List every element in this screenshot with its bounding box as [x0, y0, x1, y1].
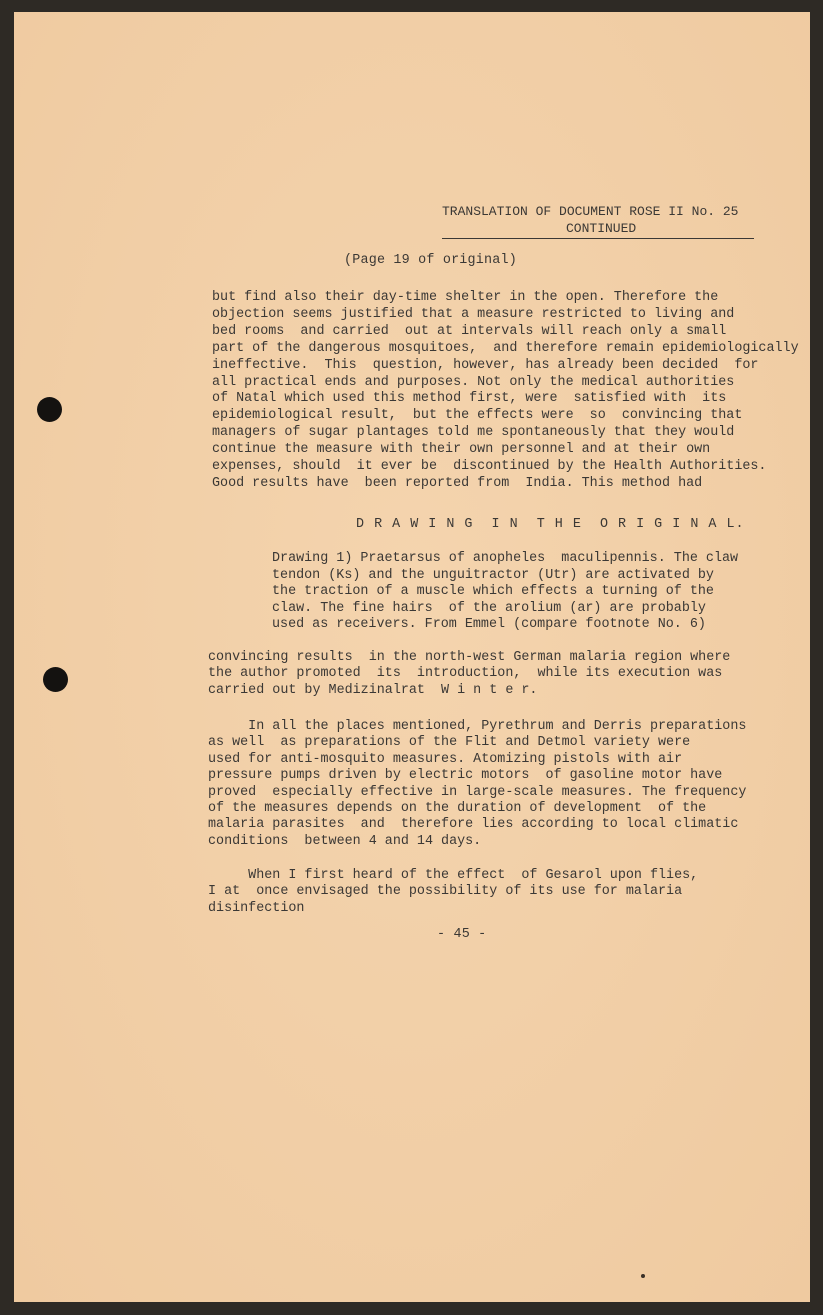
text-line: conditions between 4 and 14 days. [208, 833, 482, 849]
text-line: proved especially effective in large-scale measures. The frequency [208, 784, 747, 800]
text-line: managers of sugar plantages told me spontaneously that they would [212, 425, 735, 441]
text-line: malaria parasites and therefore lies according to local climatic [208, 817, 739, 833]
text-line: but find also their day-time shelter in the open. Therefore the [212, 290, 719, 305]
text-line: Drawing 1) Praetarsus of anopheles maculipennis. The claw [272, 551, 739, 566]
text-line: objection seems justified that a measure restricted to living and [212, 306, 735, 322]
header-continued: CONTINUED [566, 221, 637, 236]
text-line: all practical ends and purposes. Not only the medical authorities [212, 374, 735, 390]
paragraph-1 [212, 290, 799, 493]
text-line: tendon (Ks) and the unguitractor (Utr) are activated by [272, 567, 714, 583]
text-line: used as receivers. From Emmel (compare footnote No. 6) [272, 617, 706, 633]
document-header [442, 204, 738, 236]
text-line: epidemiological result, but the effects were so convincing that [212, 408, 743, 424]
punch-hole-lower [43, 667, 68, 692]
text-line: disinfection [208, 900, 305, 916]
text-line: expenses, should it ever be discontinued by the Health Authorities. [212, 459, 767, 475]
text-line: carried out by Medizinalrat W i n t e r. [208, 682, 538, 698]
text-line: of Natal which used this method first, were satisfied with its [212, 391, 727, 407]
text-line: pressure pumps driven by electric motors of gasoline motor have [208, 768, 723, 784]
header-title: TRANSLATION OF DOCUMENT ROSE II No. 25 [442, 204, 739, 219]
text-line: part of the dangerous mosquitoes, and therefore remain epidemiologically [212, 340, 799, 356]
text-line: the author promoted its introduction, while its execution was [208, 666, 723, 682]
text-line: Good results have been reported from India. This method had [212, 475, 703, 491]
text-line: as well as preparations of the Flit and Detmol variety were [208, 735, 691, 751]
page-number: - 45 - [437, 927, 487, 942]
paragraph-4 [208, 868, 698, 917]
text-line: I at once envisaged the possibility of its use for malaria [208, 884, 683, 900]
document-page [14, 12, 810, 1302]
page-reference: (Page 19 of original) [344, 253, 517, 268]
paper-speck [641, 1274, 645, 1278]
text-line: of the measures depends on the duration of development of the [208, 801, 707, 817]
text-line: ineffective. This question, however, has already been decided for [212, 357, 759, 373]
text-line: used for anti-mosquito measures. Atomizing pistols with air [208, 751, 683, 767]
text-line: the traction of a muscle which effects a turning of the [272, 584, 714, 600]
text-line: bed rooms and carried out at intervals will reach only a small [212, 323, 727, 339]
text-line: claw. The fine hairs of the arolium (ar) are probably [272, 600, 706, 616]
punch-hole-upper [37, 397, 62, 422]
text-line: In all the places mentioned, Pyrethrum and Derris preparations [208, 719, 747, 734]
text-line: continue the measure with their own personnel and at their own [212, 442, 711, 458]
paragraph-3 [208, 719, 746, 850]
paragraph-2 [208, 650, 730, 699]
text-line: When I first heard of the effect of Gesarol upon flies, [208, 868, 699, 883]
drawing-caption [272, 551, 738, 634]
text-line: convincing results in the north-west German malaria region where [208, 650, 731, 665]
drawing-heading: D R A W I N G I N T H E O R I G I N A L. [356, 517, 745, 532]
header-underline [442, 238, 754, 239]
